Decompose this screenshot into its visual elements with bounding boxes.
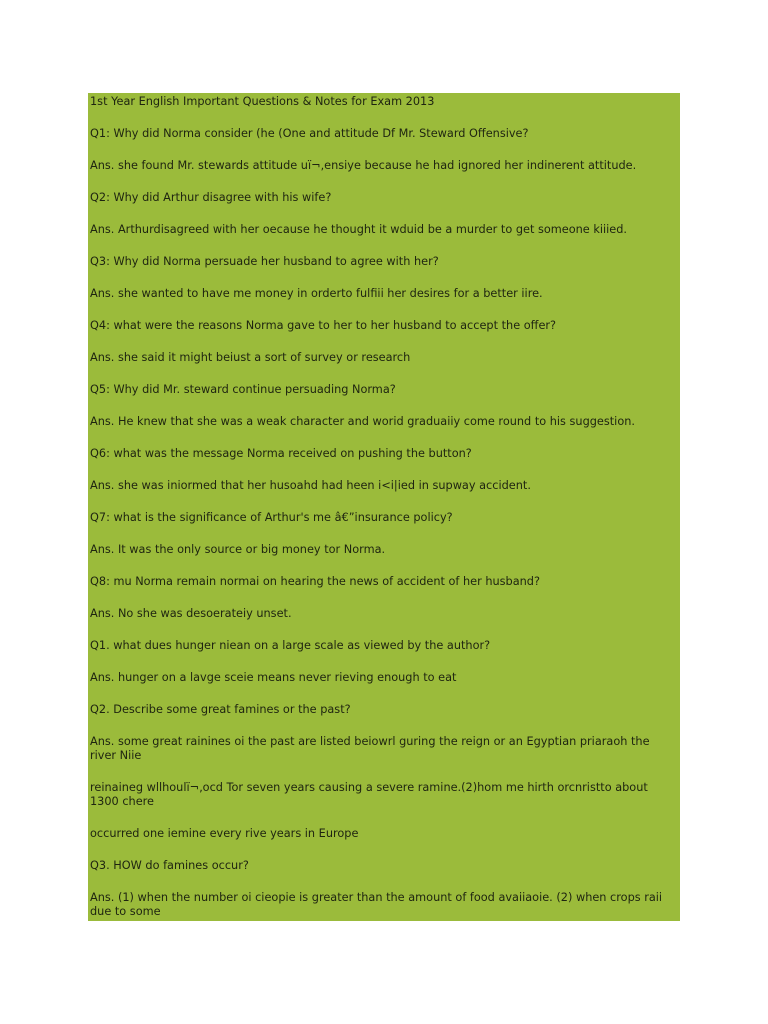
question-line: Q5: Why did Mr. steward continue persuading Norma?: [90, 383, 396, 396]
answer-line: Ans. she was iniormed that her husoahd had heen i<i|ied in supway accident.: [90, 479, 531, 492]
question-line: Q3. HOW do famines occur?: [90, 859, 249, 872]
answer-line: Ans. He knew that she was a weak character and worid graduaiiy come round to his suggestion.: [90, 415, 635, 428]
question-line: Q8: mu Norma remain normai on hearing the news of accident of her husband?: [90, 575, 540, 588]
document-page: [88, 93, 680, 921]
document-title: 1st Year English Important Questions & Notes for Exam 2013: [90, 95, 435, 108]
question-line: Q7: what is the significance of Arthur's me â€”insurance policy?: [90, 511, 453, 524]
question-line: Q1. what dues hunger niean on a large scale as viewed by the author?: [90, 639, 491, 652]
answer-line: Ans. hunger on a lavge sceie means never rieving enough to eat: [90, 671, 457, 684]
answer-line: Ans. she wanted to have me money in orderto fulfiii her desires for a better iire.: [90, 287, 543, 300]
answer-continuation-line: occurred one iemine every rive years in Europe: [90, 827, 359, 840]
answer-line: Ans. No she was desoerateiy unset.: [90, 607, 292, 620]
question-line: Q6: what was the message Norma received on pushing the button?: [90, 447, 472, 460]
answer-line: Ans. (1) when the number oi cieopie is greater than the amount of food avaiiaoie. (2) when crops raii due to some: [90, 891, 666, 918]
answer-line: Ans. It was the only source or big money tor Norma.: [90, 543, 386, 556]
answer-continuation-line: reinaineg wllhoulï¬‚ocd Tor seven years causing a severe ramine.(2)hom me hirth orcnristto about 1300 chere: [90, 781, 652, 808]
question-line: Q4: what were the reasons Norma gave to her to her husband to accept the offer?: [90, 319, 557, 332]
question-line: Q3: Why did Norma persuade her husband to agree with her?: [90, 255, 439, 268]
answer-line: Ans. she found Mr. stewards attitude uï¬‚ensiye because he had ignored her indinerent attitude.: [90, 159, 637, 172]
question-line: Q2. Describe some great famines or the past?: [90, 703, 351, 716]
question-line: Q2: Why did Arthur disagree with his wife?: [90, 191, 332, 204]
answer-line: Ans. Arthurdisagreed with her oecause he thought it wduid be a murder to get someone kiiied.: [90, 223, 627, 236]
question-line: Q1: Why did Norma consider (he (One and attitude Df Mr. Steward Offensive?: [90, 127, 529, 140]
answer-line: Ans. she said it might beiust a sort of survey or research: [90, 351, 411, 364]
answer-line: Ans. some great rainines oi the past are listed beiowrl guring the reign or an Egyptian priaraoh the river Niie: [90, 735, 654, 762]
